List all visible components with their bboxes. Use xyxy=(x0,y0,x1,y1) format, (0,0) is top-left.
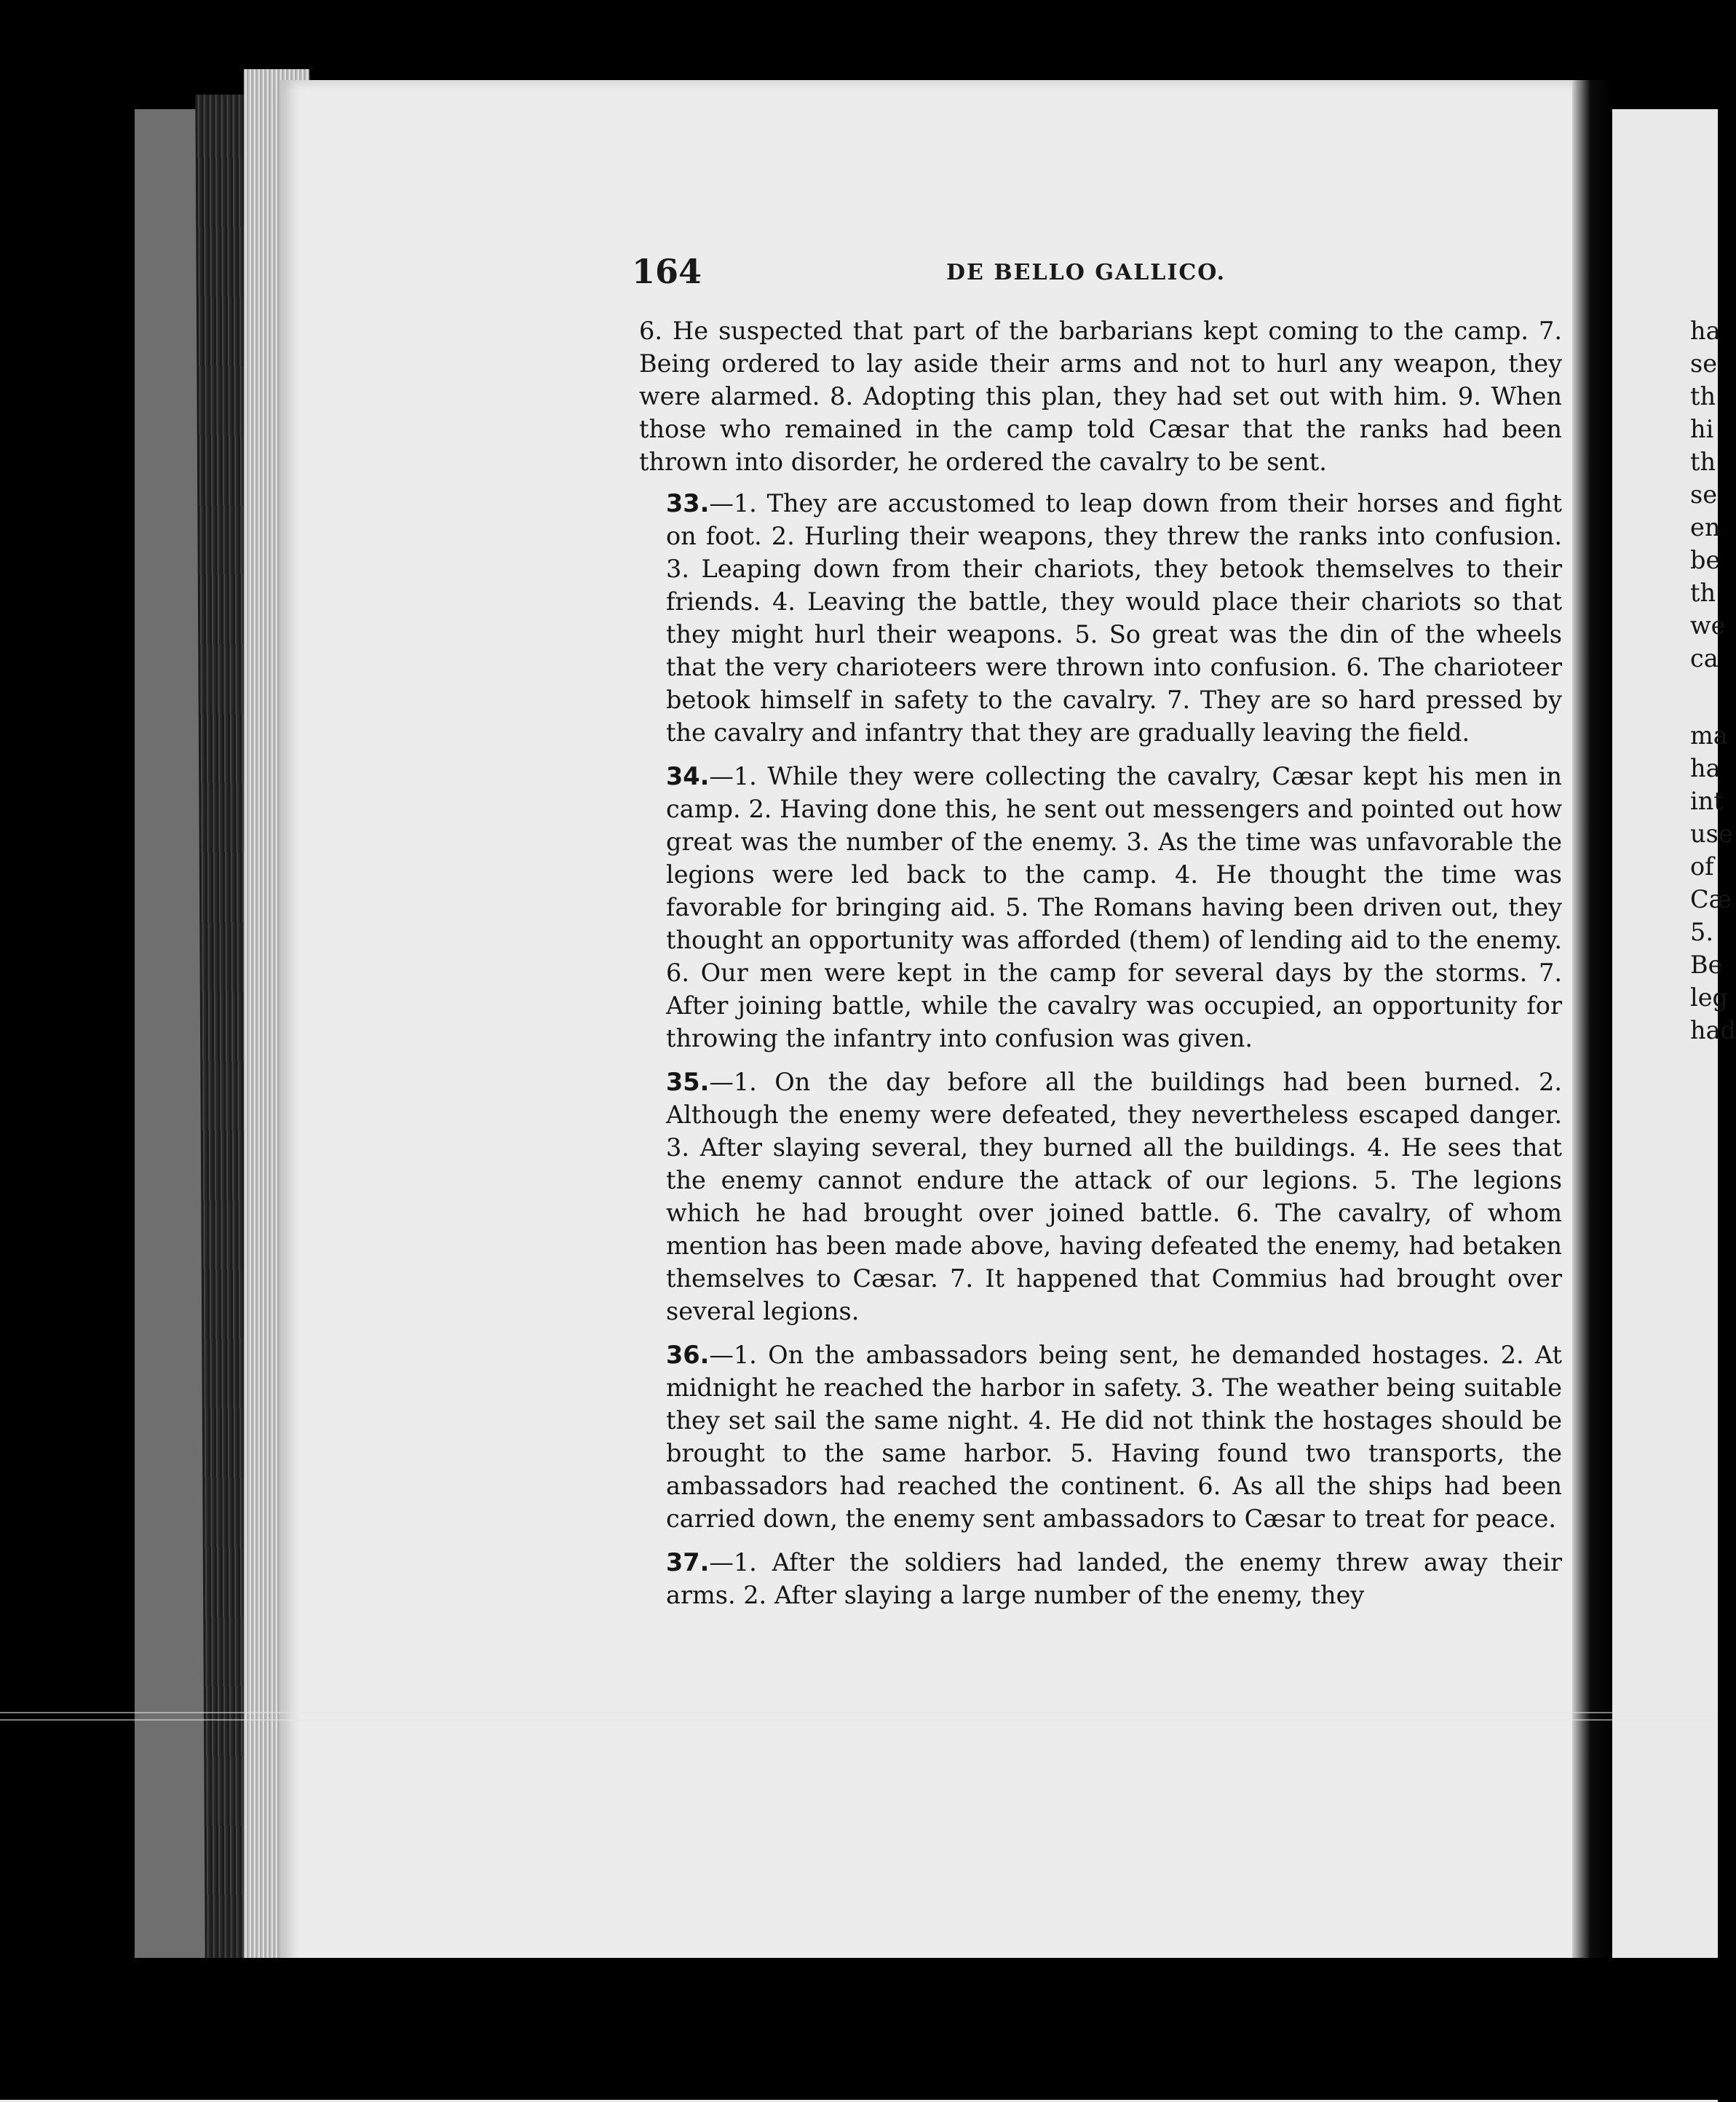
paragraph-section-35 xyxy=(639,1066,1562,1328)
fragment-line: 5. xyxy=(1690,918,1713,946)
paragraph-text: 6. He suspected that part of the barbarians kept coming to the camp. 7. Being ordered to lay aside their arms and not to hurl any weapon, they were alarmed. 8. Adopting this plan, they had set out with him. 9. When those who remained in the camp told Cæsar that the ranks had been thrown into disorder, he ordered the cavalry to be sent. xyxy=(639,317,1562,476)
running-title: DE BELLO GALLICO. xyxy=(946,260,1226,285)
paragraph-section-34 xyxy=(639,760,1562,1055)
fragment-line: th xyxy=(1690,448,1716,476)
scan-artifact-line xyxy=(0,1712,1718,1713)
paragraph-text: —1. On the day before all the buildings had been burned. 2. Although the enemy were defeated, they nevertheless escaped danger. 3. After slaying several, they burned all the buildings. 4. He sees that the enemy cannot endure the attack of our legions. 5. The legions which he had brought over joined battle. 6. The cavalry, of whom mention has been made above, having defeated the enemy, had betaken themselves to Cæsar. 7. It happened that Commius had brought over several legions. xyxy=(666,1068,1562,1325)
paragraph-continuation xyxy=(639,314,1562,478)
section-number: 36. xyxy=(666,1341,710,1369)
section-number: 34. xyxy=(666,762,710,790)
fragment-line: th xyxy=(1690,579,1716,607)
fragment-line: int xyxy=(1690,787,1724,815)
body-text xyxy=(639,314,1562,1622)
fragment-line: be xyxy=(1690,546,1721,574)
fragment-line: ha xyxy=(1690,317,1721,345)
section-number: 33. xyxy=(666,489,710,517)
paragraph-section-33 xyxy=(639,487,1562,749)
fragment-line: ca xyxy=(1690,644,1719,673)
fragment-line: Be xyxy=(1690,951,1723,979)
fragment-line: se xyxy=(1690,480,1718,509)
book-gutter xyxy=(1572,80,1612,2023)
section-number: 37. xyxy=(666,1548,710,1576)
paragraph-text: —1. On the ambassadors being sent, he demanded hostages. 2. At midnight he reached the harbor in safety. 3. The weather being suitable they set sail the same night. 4. He did not think the hostages should be brought to the same harbor. 5. Having found two transports, the ambassadors had reached the continent. 6. As all the ships had been carried down, the enemy sent ambassadors to Cæsar to treat for peace. xyxy=(666,1341,1562,1533)
fragment-line: of xyxy=(1690,852,1714,881)
fragment-line: ma xyxy=(1690,721,1728,750)
fragment-line: use xyxy=(1690,820,1733,848)
fragment-line: had xyxy=(1690,1016,1736,1044)
section-number: 35. xyxy=(666,1068,710,1096)
fragment-line: we xyxy=(1690,611,1726,640)
paragraph-section-36 xyxy=(639,1338,1562,1535)
paragraph-text: —1. While they were collecting the cavalry, Cæsar kept his men in camp. 2. Having done this, he sent out messengers and pointed out how great was the number of the enemy. 3. As the time was unfavorable the legions were led back to the camp. 4. He thought the time was favorable for bringing aid. 5. The Romans having been driven out, they thought an opportunity was afforded (them) of lending aid to the enemy. 6. Our men were kept in the camp for several days by the storms. 7. After joining battle, while the cavalry was occupied, an opportunity for throwing the infantry into confusion was given. xyxy=(666,762,1562,1052)
scan-artifact-line xyxy=(0,1719,1718,1721)
facing-page-fragments-b xyxy=(1690,719,1736,1047)
bottom-shadow xyxy=(167,1958,1718,2100)
facing-page-fragments-a xyxy=(1690,314,1726,675)
page-number: 164 xyxy=(632,252,702,291)
paragraph-text: —1. After the soldiers had landed, the enemy threw away their arms. 2. After slaying a large number of the enemy, they xyxy=(666,1548,1562,1609)
fragment-line: en xyxy=(1690,513,1721,542)
fragment-line: hi xyxy=(1690,415,1714,443)
fragment-line: leg xyxy=(1690,983,1728,1012)
fragment-line: th xyxy=(1690,382,1716,411)
paragraph-section-37 xyxy=(639,1546,1562,1611)
fragment-line: se xyxy=(1690,349,1718,378)
fragment-line: ha xyxy=(1690,754,1721,782)
fragment-line: Cæ xyxy=(1690,885,1732,913)
paragraph-text: —1. They are accustomed to leap down from their horses and fight on foot. 2. Hurling their weapons, they threw the ranks into confusion. 3. Leaping down from their chariots, they betook themselves to their friends. 4. Leaving the battle, they would place their chariots so that they might hurl their weapons. 5. So great was the din of the wheels that the very charioteers were thrown into confusion. 6. The charioteer betook himself in safety to the cavalry. 7. They are so hard pressed by the cavalry and infantry that they are gradually leaving the field. xyxy=(666,489,1562,747)
